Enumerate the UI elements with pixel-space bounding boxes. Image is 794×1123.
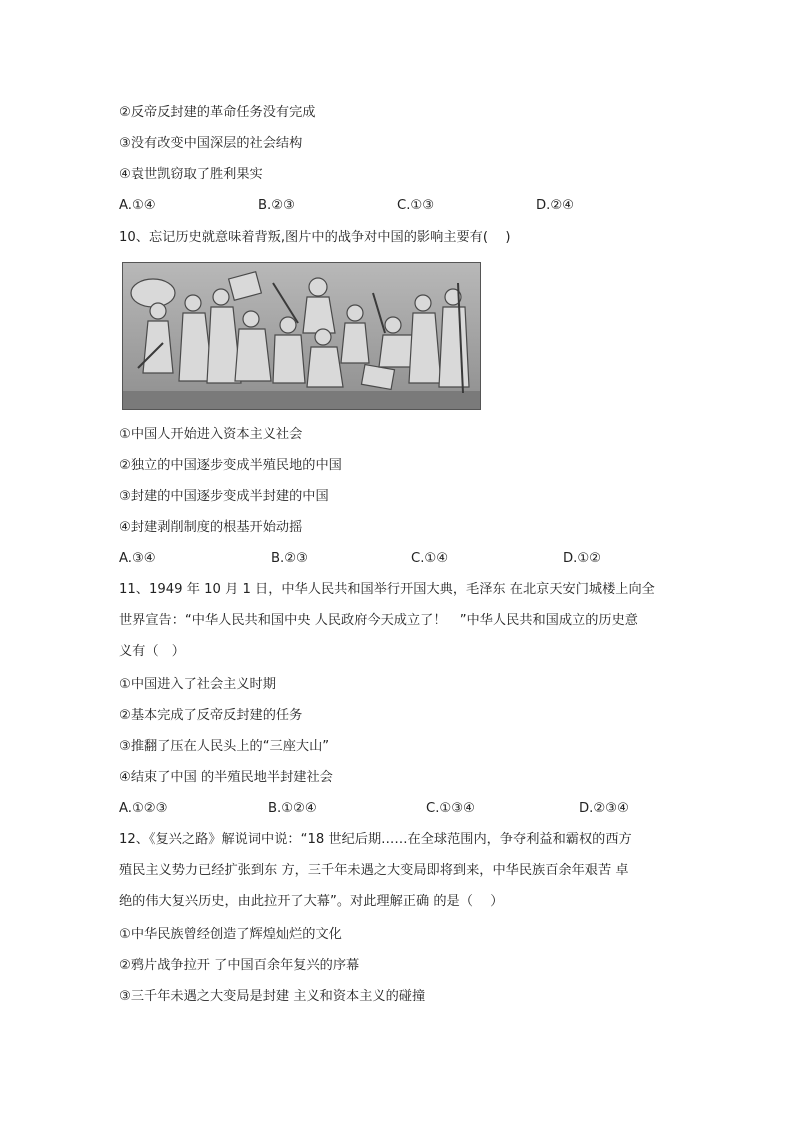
q11-option-a: A.①②③ [119,801,168,816]
q10-item-2: ②独立的中国逐步变成半殖民地的中国 [119,458,342,473]
q9-option-d: D.②④ [536,198,574,213]
q11-item-2: ②基本完成了反帝反封建的任务 [119,708,303,723]
q11-option-c: C.①③④ [426,801,475,816]
q11-stem-line-2: 世界宣告：“中华人民共和国中央 人民政府今天成立了！ ”中华人民共和国成立的历史意 [119,613,638,628]
q12-item-2: ②鸦片战争拉开 了中国百余年复兴的序幕 [119,958,360,973]
q9-option-b: B.②③ [258,198,295,213]
q9-option-c: C.①③ [397,198,435,213]
q11-item-4: ④结束了中国 的半殖民地半封建社会 [119,770,333,785]
q9-item-2: ②反帝反封建的革命任务没有完成 [119,105,316,120]
q11-stem-line-1: 11、1949 年 10 月 1 日，中华人民共和国举行开国大典，毛泽东 在北京天安门城楼上向全 [119,582,655,597]
q9-option-a: A.①④ [119,198,156,213]
q10-stem: 10、忘记历史就意味着背叛,图片中的战争对中国的影响主要有( ) [119,230,511,245]
q11-stem-line-3: 义有（ ） [119,644,185,659]
q10-item-3: ③封建的中国逐步变成半封建的中国 [119,489,329,504]
q10-option-d: D.①② [563,551,601,566]
q12-stem-line-2: 殖民主义势力已经扩张到东 方，三千年未遇之大变局即将到来，中华民族百余年艰苦 卓 [119,863,629,878]
q10-option-a: A.③④ [119,551,156,566]
q12-stem-line-3: 绝的伟大复兴历史，由此拉开了大幕”。对此理解正确 的是（ ） [119,894,504,909]
q9-item-3: ③没有改变中国深层的社会结构 [119,136,303,151]
q10-option-b: B.②③ [271,551,308,566]
relief-sculpture-image [122,262,481,410]
q12-item-3: ③三千年未遇之大变局是封建 主义和资本主义的碰撞 [119,989,426,1004]
q12-item-1: ①中华民族曾经创造了辉煌灿烂的文化 [119,927,342,942]
q11-option-d: D.②③④ [579,801,629,816]
q11-item-3: ③推翻了压在人民头上的“三座大山” [119,739,330,754]
relief-sculpture-icon [123,263,480,409]
q11-item-1: ①中国进入了社会主义时期 [119,677,276,692]
q10-item-4: ④封建剥削制度的根基开始动摇 [119,520,303,535]
q10-item-1: ①中国人开始进入资本主义社会 [119,427,303,442]
q10-option-c: C.①④ [411,551,449,566]
q9-item-4: ④袁世凯窃取了胜利果实 [119,167,263,182]
q11-option-b: B.①②④ [268,801,317,816]
q12-stem-line-1: 12、《复兴之路》解说词中说：“18 世纪后期……在全球范围内，争夺利益和霸权的西方 [119,832,632,847]
